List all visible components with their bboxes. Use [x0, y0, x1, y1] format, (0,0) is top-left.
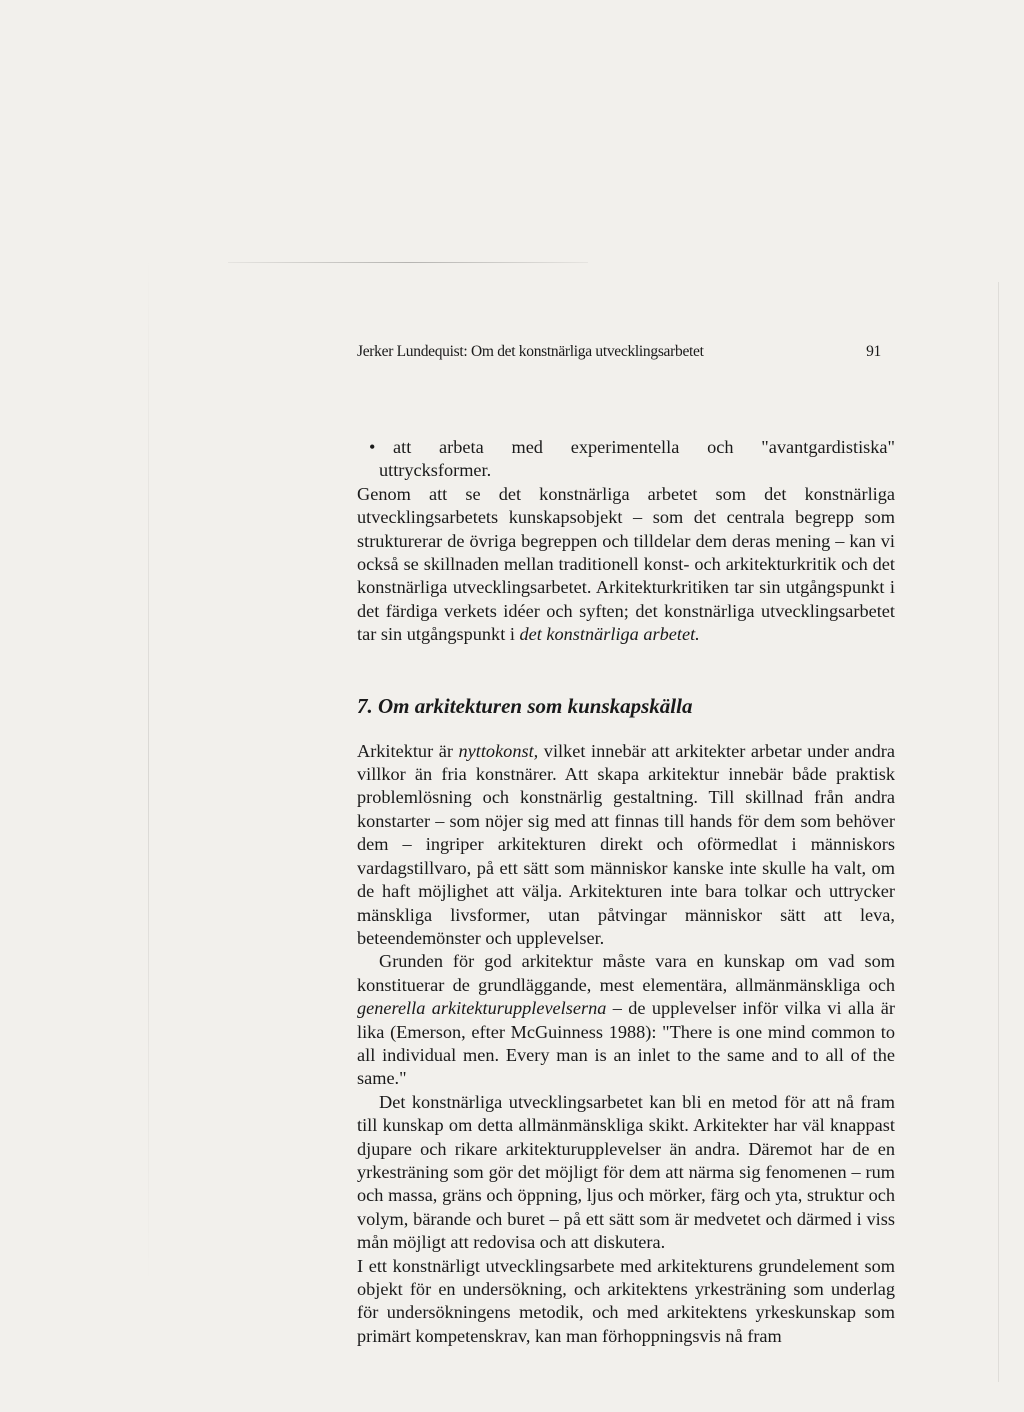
running-header [357, 343, 881, 365]
page-body [357, 436, 895, 1348]
paragraph-5 [357, 1255, 895, 1349]
paragraph-1 [357, 483, 895, 647]
paragraph-2-text: vilket innebär att arkitekter arbetar under andra villkor än fria konstnärer. Att skapa arkitektur innebär både praktisk problemlösning och konstnärlig gestaltning. Till skillnad från andra konstarter – som nöjer sig med att finnas till hands för dem som behöver dem – ingriper arkitekturen direkt och oförmedlat i människors vardagstillvaro, på ett sätt som människor kanske inte skulle ha valt, om de haft möjlighet att välja. Arkitekturen inte bara tolkar och uttrycker mänskliga livsformer, utan påtvingar människor sätt att leva, beteendemönster och upplevelser. [357, 740, 895, 948]
paragraph-4 [357, 1091, 895, 1255]
running-header-title: Jerker Lundequist: Om det konstnärliga utvecklingsarbetet [357, 343, 704, 360]
page-number: 91 [866, 343, 881, 360]
paragraph-2 [357, 740, 895, 951]
bullet-symbol: • [369, 437, 376, 457]
section-number: 7. [357, 693, 373, 718]
paragraph-4-text: Det konstnärliga utvecklingsarbetet kan bli en metod för att nå fram till kunskap om detta allmänmänskliga skikt. Arkitekter har väl knappast djupare och rikare arkitekturupplevelser än andra. Däremot har de en yrkesträning som gör det möjligt för dem att närma sig fenomenen – rum och massa, gräns och öppning, ljus och mörker, färg och yta, struktur och volym, bärande och buret – på ett sätt som är medvetet och därmed i viss mån möjligt att redovisa och att diskutera. [357, 1091, 895, 1253]
paragraph-3-lead: Grunden för god arkitektur måste vara en kunskap om vad som konstituerar de grundläggande, mest elementära, allmänmänskliga och [357, 951, 895, 995]
paragraph-5-text: I ett konstnärligt utvecklingsarbete med arkitekturens grundelement som objekt för en undersökning, och arkitektens yrkesträning som underlag för undersökningens metodik, och med arkitektens yrkeskunskap som primärt kompetenskrav, kan man förhoppningsvis nå fram [357, 1255, 895, 1346]
scan-edge-right [998, 282, 999, 1382]
paragraph-3-emphasis: generella arkitekturupplevelserna [357, 998, 607, 1019]
paragraph-2-lead: Arkitektur är [357, 740, 459, 761]
scan-edge-left [148, 250, 149, 1290]
bullet-text [379, 436, 895, 483]
bullet-text-content: att arbeta med experimentella och "avantgardistiska" uttrycksformer. [379, 437, 895, 481]
paragraph-2-emphasis: nyttokonst, [458, 740, 539, 761]
paragraph-3 [357, 950, 895, 1090]
bullet-item [357, 436, 895, 483]
scan-edge-top [228, 262, 588, 263]
section-heading [357, 693, 895, 719]
paragraph-1-emphasis: det konstnärliga arbetet. [519, 624, 700, 645]
paragraph-3-text: – de upplevelser inför vilka vi alla är lika (Emerson, efter McGuinness 1988): "There is one mind common to all individual men. Every man is an inlet to the same and to all of the same." [357, 998, 895, 1089]
paragraph-1-text: Genom att se det konstnärliga arbetet som det konstnärliga utvecklingsarbetets kunskapsobjekt – som det centrala begrepp som strukturerar de övriga begreppen och tilldelar dem deras mening – kan vi också se skillnaden mellan traditionell konst- och arkitekturkritik och det konstnärliga utvecklingsarbetet. Arkitekturkritiken tar sin utgångspunkt i det färdiga verkets idéer och syften; det konstnärliga utvecklingsarbetet tar sin utgångspunkt i [357, 483, 895, 645]
section-title: Om arkitekturen som kunskapskälla [378, 693, 693, 718]
